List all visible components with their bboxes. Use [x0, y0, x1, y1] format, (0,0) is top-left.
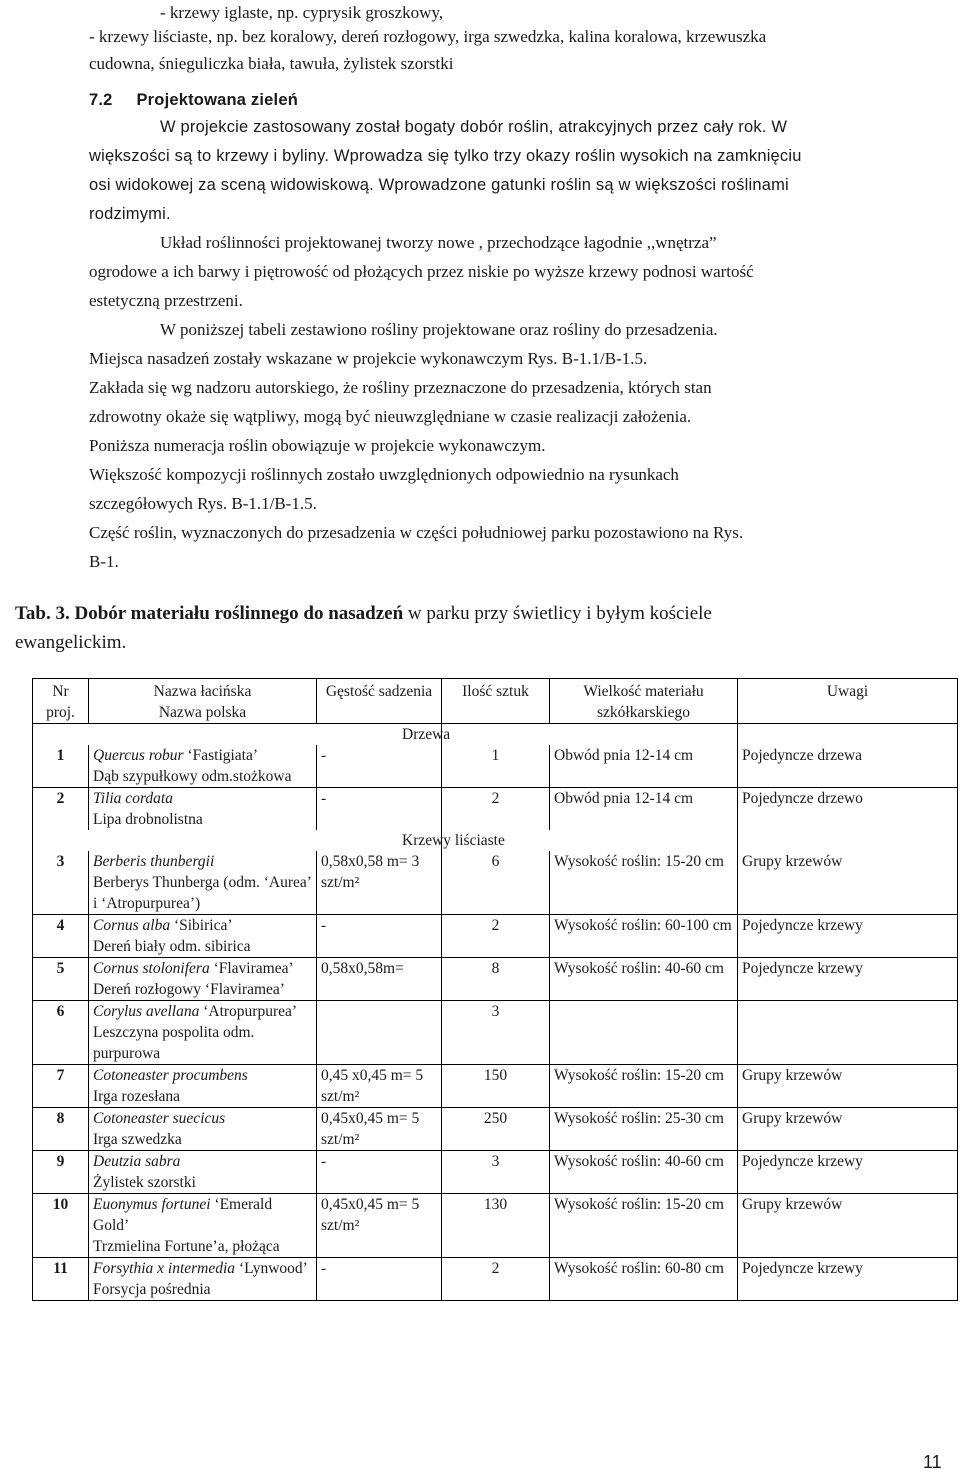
cell-density	[317, 1001, 442, 1065]
polish-name: Berberys Thunberga (odm. ‘Aurea’ i ‘Atropurpurea’)	[93, 874, 311, 912]
polish-name: Żylistek szorstki	[93, 1174, 196, 1191]
polish-name: Dereń rozłogowy ‘Flaviramea’	[93, 981, 285, 998]
latin-name: Quercus robur	[93, 747, 184, 764]
cell-nr: 10	[33, 1194, 89, 1258]
cell-density: 0,45x0,45 m= 5 szt/m²	[317, 1108, 442, 1151]
cell-density: -	[317, 915, 442, 958]
paragraph-line: Układ roślinności projektowanej tworzy nowe , przechodzące łagodnie ,,wnętrza”	[160, 233, 717, 252]
cell-notes: Pojedyncze drzewo	[738, 788, 958, 831]
cell-qty: 250	[442, 1108, 550, 1151]
polish-name: Trzmielina Fortune’a, płożąca	[93, 1238, 280, 1255]
table-row	[33, 1151, 958, 1194]
page-number: 11	[923, 1452, 942, 1472]
cell-notes: Grupy krzewów	[738, 851, 958, 915]
cell-nr: 11	[33, 1258, 89, 1301]
cell-qty: 3	[442, 1001, 550, 1065]
table-row	[33, 745, 958, 788]
paragraph-line: większości są to krzewy i byliny. Wprowadza się tylko trzy okazy roślin wysokich na zamknięciu	[89, 147, 802, 165]
cell-nr: 5	[33, 958, 89, 1001]
table-row	[33, 1065, 958, 1108]
header-notes: Uwagi	[738, 679, 958, 724]
paragraph-line: Zakłada się wg nadzoru autorskiego, że rośliny przeznaczone do przesadzenia, których stan	[89, 378, 712, 397]
cell-name	[89, 1194, 317, 1258]
cell-name	[89, 1108, 317, 1151]
polish-name: Leszczyna pospolita odm. purpurowa	[93, 1024, 255, 1062]
section-cell-empty	[738, 830, 958, 851]
latin-name: Cornus stolonifera	[93, 960, 210, 977]
latin-name: Forsythia x intermedia	[93, 1260, 236, 1277]
cell-qty: 6	[442, 851, 550, 915]
intro-line: cudowna, śnieguliczka biała, tawuła, żylistek szorstki	[89, 54, 454, 73]
paragraph-line: osi widokowej za sceną widowiskową. Wprowadzone gatunki roślin są w większości roślinami	[89, 176, 789, 194]
section-heading	[89, 90, 298, 110]
cell-nr: 9	[33, 1151, 89, 1194]
cell-qty: 2	[442, 915, 550, 958]
cell-notes: Grupy krzewów	[738, 1108, 958, 1151]
cell-qty: 1	[442, 745, 550, 788]
paragraph-line: B-1.	[89, 552, 119, 571]
cell-nr: 4	[33, 915, 89, 958]
cultivar-name: ‘Atropurpurea’	[203, 1003, 298, 1020]
polish-name: Irga rozesłana	[93, 1088, 181, 1105]
cell-notes: Pojedyncze krzewy	[738, 1151, 958, 1194]
cell-qty: 150	[442, 1065, 550, 1108]
intro-line: - krzewy liściaste, np. bez koralowy, dereń rozłogowy, irga szwedzka, kalina koralowa, krzewuszka	[89, 27, 767, 46]
cell-name	[89, 788, 317, 831]
cell-notes: Pojedyncze krzewy	[738, 1258, 958, 1301]
cell-size: Wysokość roślin: 60-100 cm	[550, 915, 738, 958]
polish-name: Irga szwedzka	[93, 1131, 182, 1148]
polish-name: Forsycja pośrednia	[93, 1281, 211, 1298]
cell-density: -	[317, 745, 442, 788]
cell-size: Obwód pnia 12-14 cm	[550, 745, 738, 788]
caption-tab: Tab. 3.	[15, 603, 70, 624]
cell-name	[89, 1065, 317, 1108]
section-cell-empty	[33, 724, 442, 746]
table-row	[33, 1194, 958, 1258]
cell-name	[89, 851, 317, 915]
cell-name	[89, 958, 317, 1001]
cell-qty: 3	[442, 1151, 550, 1194]
plant-table	[32, 678, 958, 1301]
paragraph-line: szczegółowych Rys. B-1.1/B-1.5.	[89, 494, 317, 513]
cell-nr: 2	[33, 788, 89, 831]
header-nr: Nr proj.	[33, 679, 89, 724]
cell-size: Obwód pnia 12-14 cm	[550, 788, 738, 831]
section-cell-empty	[33, 830, 442, 851]
latin-name: Cotoneaster suecicus	[93, 1110, 226, 1127]
caption-bold: Dobór materiału roślinnego do nasadzeń	[74, 603, 404, 624]
intro-line: - krzewy iglaste, np. cyprysik groszkowy,	[160, 3, 444, 22]
cell-qty: 2	[442, 1258, 550, 1301]
cell-qty: 130	[442, 1194, 550, 1258]
latin-name: Deutzia sabra	[93, 1153, 181, 1170]
header-name: Nazwa łacińska Nazwa polska	[89, 679, 317, 724]
latin-name: Berberis thunbergii	[93, 853, 215, 870]
cell-size: Wysokość roślin: 40-60 cm	[550, 958, 738, 1001]
cell-density: -	[317, 1151, 442, 1194]
cultivar-name: ‘Emerald Gold’	[93, 1196, 273, 1234]
table-caption	[15, 603, 712, 625]
section-cell-empty	[738, 724, 958, 746]
paragraph-line: Większość kompozycji roślinnych zostało uwzględnionych odpowiednio na rysunkach	[89, 465, 679, 484]
cell-nr: 7	[33, 1065, 89, 1108]
table-section-row	[33, 724, 958, 746]
cell-density: 0,45x0,45 m= 5 szt/m²	[317, 1194, 442, 1258]
cell-density: -	[317, 1258, 442, 1301]
cell-size: Wysokość roślin: 15-20 cm	[550, 1194, 738, 1258]
cell-name	[89, 1258, 317, 1301]
cultivar-name: ‘Lynwood’	[238, 1260, 308, 1277]
header-density: Gęstość sadzenia	[317, 679, 442, 724]
cell-qty: 8	[442, 958, 550, 1001]
header-size: Wielkość materiału szkółkarskiego	[550, 679, 738, 724]
cell-nr: 1	[33, 745, 89, 788]
table-row	[33, 1108, 958, 1151]
section-label: Drzewa	[402, 724, 698, 746]
table-header-row	[33, 679, 958, 724]
paragraph-line: W poniższej tabeli zestawiono rośliny projektowane oraz rośliny do przesadzenia.	[160, 320, 718, 339]
paragraph-line: rodzimymi.	[89, 205, 171, 223]
table-section-row	[33, 830, 958, 851]
polish-name: Dąb szypułkowy odm.stożkowa	[93, 768, 292, 785]
table-row	[33, 958, 958, 1001]
table-row	[33, 1001, 958, 1065]
cell-name	[89, 915, 317, 958]
polish-name: Dereń biały odm. sibirica	[93, 938, 251, 955]
cell-notes: Pojedyncze krzewy	[738, 915, 958, 958]
cultivar-name: ‘Fastigiata’	[187, 747, 259, 764]
cell-nr: 6	[33, 1001, 89, 1065]
latin-name: Cornus alba	[93, 917, 171, 934]
cell-size: Wysokość roślin: 15-20 cm	[550, 851, 738, 915]
table-row	[33, 915, 958, 958]
cell-size	[550, 1001, 738, 1065]
cell-name	[89, 1001, 317, 1065]
latin-name: Corylus avellana	[93, 1003, 200, 1020]
cell-density: 0,58x0,58 m= 3 szt/m²	[317, 851, 442, 915]
latin-name: Euonymus fortunei	[93, 1196, 211, 1213]
header-qty: Ilość sztuk	[442, 679, 550, 724]
latin-name: Tilia cordata	[93, 790, 173, 807]
cell-qty: 2	[442, 788, 550, 831]
paragraph-line: Poniższa numeracja roślin obowiązuje w projekcie wykonawczym.	[89, 436, 546, 455]
section-label: Krzewy liściaste	[402, 830, 698, 851]
table-row	[33, 851, 958, 915]
cell-notes: Grupy krzewów	[738, 1194, 958, 1258]
section-title: Projektowana zieleń	[136, 91, 298, 109]
cell-nr: 3	[33, 851, 89, 915]
cell-notes: Grupy krzewów	[738, 1065, 958, 1108]
paragraph-line: W projekcie zastosowany został bogaty dobór roślin, atrakcyjnych przez cały rok. W	[160, 118, 788, 136]
latin-name: Cotoneaster procumbens	[93, 1067, 248, 1084]
table-caption-line2: ewangelickim.	[15, 632, 127, 653]
polish-name: Lipa drobnolistna	[93, 811, 203, 828]
cell-size: Wysokość roślin: 40-60 cm	[550, 1151, 738, 1194]
cell-name	[89, 745, 317, 788]
cell-density: 0,58x0,58m=	[317, 958, 442, 1001]
cell-density: -	[317, 788, 442, 831]
paragraph-line: Miejsca nasadzeń zostały wskazane w projekcie wykonawczym Rys. B-1.1/B-1.5.	[89, 349, 648, 368]
cell-notes: Pojedyncze krzewy	[738, 958, 958, 1001]
cell-notes	[738, 1001, 958, 1065]
cell-nr: 8	[33, 1108, 89, 1151]
cell-size: Wysokość roślin: 25-30 cm	[550, 1108, 738, 1151]
cell-notes: Pojedyncze drzewa	[738, 745, 958, 788]
cell-name	[89, 1151, 317, 1194]
cultivar-name: ‘Sibirica’	[173, 917, 233, 934]
cell-density: 0,45 x0,45 m= 5 szt/m²	[317, 1065, 442, 1108]
table-row	[33, 788, 958, 831]
table-row	[33, 1258, 958, 1301]
paragraph-line: estetyczną przestrzeni.	[89, 291, 243, 310]
cell-size: Wysokość roślin: 60-80 cm	[550, 1258, 738, 1301]
caption-rest: w parku przy świetlicy i byłym kościele	[407, 603, 712, 624]
cell-size: Wysokość roślin: 15-20 cm	[550, 1065, 738, 1108]
cultivar-name: ‘Flaviramea’	[213, 960, 294, 977]
paragraph-line: Część roślin, wyznaczonych do przesadzenia w części południowej parku pozostawiono na Rys.	[89, 523, 744, 542]
paragraph-line: ogrodowe a ich barwy i piętrowość od płożących przez niskie po wyższe krzewy podnosi wartość	[89, 262, 754, 281]
section-number: 7.2	[89, 91, 113, 109]
paragraph-line: zdrowotny okaże się wątpliwy, mogą być nieuwzględniane w czasie realizacji założenia.	[89, 407, 692, 426]
